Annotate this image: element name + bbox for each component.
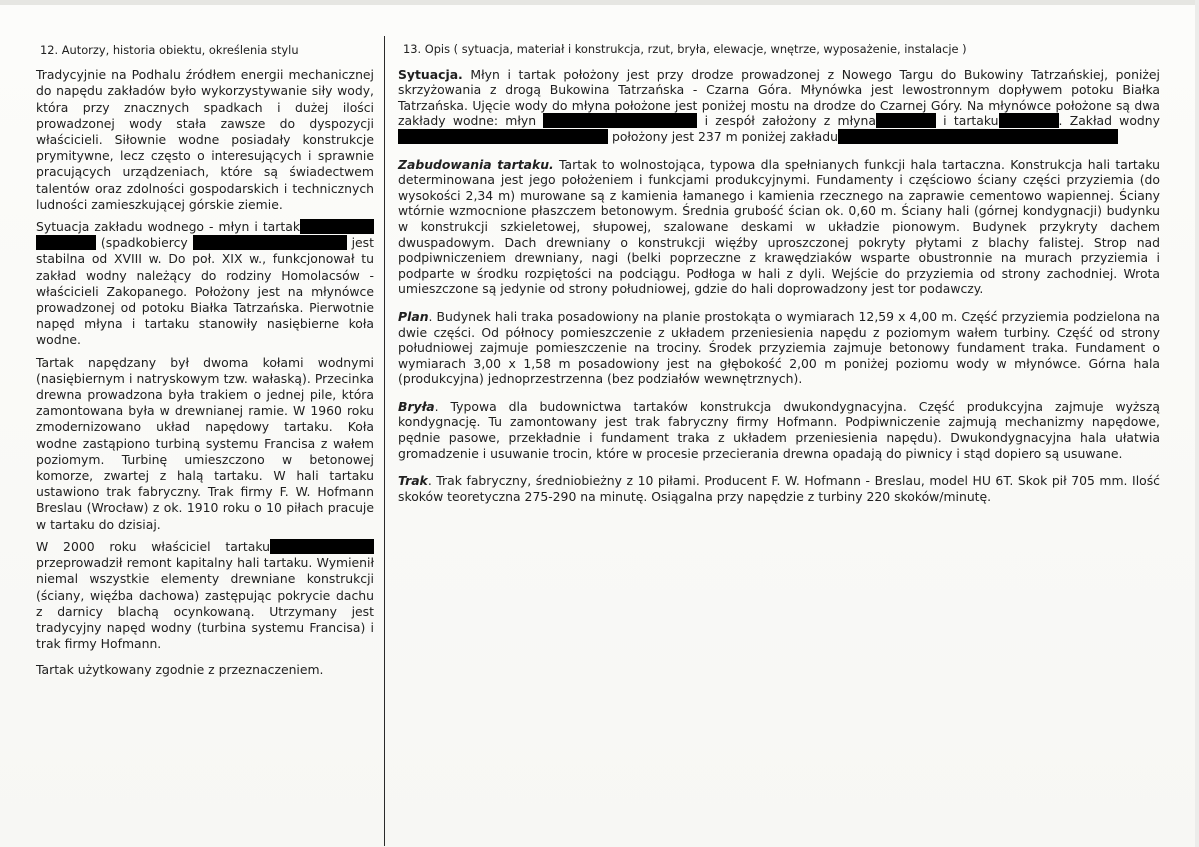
history-paragraph-5: Tartak użytkowany zgodnie z przeznaczeniem.	[36, 662, 324, 678]
history-p4-text-a: W 2000 roku właściciel tartaku	[36, 538, 270, 554]
history-p4-text-b: przeprowadził remont kapitalny hali tartaku. Wymienił niemal wszystkie elementy drewniane konstrukcji (ściany, więźba dachowa) zastępując pokrycie dachu z darnicy blachą ocynkowaną. Utrzymany jest tradycyjny napęd wodny (turbina systemu Francisa) i trak firmy Hofmann.	[36, 555, 374, 652]
redaction-block	[543, 113, 697, 128]
sytuacja-text-c: i tartaku	[943, 113, 999, 129]
column-divider	[384, 36, 385, 846]
sytuacja-lead: Sytuacja.	[398, 66, 463, 82]
redaction-block	[193, 235, 347, 250]
sytuacja-text-e: położony jest 237 m poniżej zakładu	[611, 128, 838, 144]
section-12-history	[36, 42, 374, 685]
sytuacja-text-b: i zespół założony z młyna	[704, 113, 876, 129]
history-p2-text-a: Sytuacja zakładu wodnego - młyn i tartak	[36, 219, 300, 235]
plan-paragraph	[398, 309, 1160, 387]
history-p2-text-b: (spadkobiercy	[100, 235, 188, 251]
zabudowania-lead: Zabudowania tartaku.	[398, 156, 554, 172]
redaction-block	[300, 219, 374, 234]
section-12-heading: 12. Autorzy, historia obiektu, określenia stylu	[40, 43, 299, 57]
history-paragraph-2	[36, 219, 374, 349]
bryla-lead: Bryła	[398, 398, 435, 414]
history-paragraph-4	[36, 539, 374, 652]
trak-paragraph	[398, 473, 1160, 504]
redaction-block	[838, 129, 1118, 144]
sytuacja-text-a: Młyn i tartak położony jest przy drodze prowadzonej z Nowego Targu do Bukowiny Tatrzańskiej, poniżej skrzyżowania z drogą Bukowina Tatrzańska - Czarna Góra. Młynówka jest lewostronnym dopływem potoku Białka Tatrzańska. Ujęcie wody do młyna położone jest poniżej mostu na drodze do Czarnej Góry. Na młynówce położone są dwa zakłady wodne: młyn	[398, 66, 1160, 129]
zabudowania-text: Tartak to wolnostojąca, typowa dla spełnianych funkcji hala tartaczna. Konstrukcja hali tartaku determinowana jest jego położeniem i funkcjami produkcyjnymi. Fundamenty i częściowo ściany części przyziemia (do wysokości 2,34 m) murowane są z kamienia łamanego i kamienia rzecznego na zaprawie cementowo wapiennej. Ściany wtórnie wzmocnione płaszczem betonowym. Średnia grubość ścian ok. 0,60 m. Ściany hali (górnej kondygnacji) budynku w konstrukcji szkieletowej, słupowej, szalowane deskami w układzie pionowym. Budynek przykryty dachem dwuspadowym. Dach drewniany o konstrukcji więźby uproszczonej pokryty płytami z blachy falistej. Strop nad podpiwniczeniem drewniany, nagi (belki poprzeczne z krawędziaków wsparte obustronnie na murach przyziemia i podparte w środku rozpiętości na podciągu. Podłoga w hali z dyli. Wejście do przyziemia od strony zachodniej. Wrota umieszczone są jedynie od strony południowej, gdzie do hali doprowadzony jest tor podawczy.	[398, 156, 1161, 297]
sytuacja-paragraph	[398, 67, 1160, 145]
plan-text: . Budynek hali traka posadowiony na planie prostokąta o wymiarach 12,59 x 4,00 m. Część przyziemia podzielona na dwie części. Od północy pomieszczenie z układem przeniesienia napędu z poziomym wałem turbiny. Część od strony południowej zajmuje pomieszczenie na trociny. Środek przyziemia zajmuje betonowy fundament traka. Fundament o wymiarach 3,00 x 1,58 m posadowiony jest na głębokość 2,00 m poniżej poziomu wody w młynówce. Górna hala (produkcyjna) jednoprzestrzenna (bez podziałów wewnętrznych).	[398, 308, 1160, 387]
trak-text: . Trak fabryczny, średniobieżny z 10 piłami. Producent F. W. Hofmann - Breslau, model HU 6T. Skok pił 705 mm. Ilość skoków teoretyczna 275-290 na minutę. Osiągalna przy napędzie z turbiny 220 skoków/minutę.	[398, 473, 1160, 504]
redaction-block	[999, 113, 1059, 128]
plan-lead: Plan	[398, 308, 429, 324]
history-paragraph-3: Tartak napędzany był dwoma kołami wodnymi (nasiębiernym i natryskowym tzw. wałaską). Przecinka drewna prowadzona była trakiem o jednej pile, która zamontowana była w drewnianej ramie. W 1960 roku zmodernizowano układ napędowy tartaku. Koła wodne zastąpiono turbiną systemu Francisa z wałem poziomym. Turbinę umieszczono w betonowej komorze, zwartej z halą tartaku. W hali tartaku ustawiono trak fabryczny. Trak firmy F. W. Hofmann Breslau (Wrocław) z ok. 1910 roku o 10 piłach pracuje w tartaku do dzisiaj.	[36, 354, 374, 532]
history-paragraph-1: Tradycyjnie na Podhalu źródłem energii mechanicznej do napędu zakładów było wykorzystywanie siły wody, która przy znacznych spadkach i dużej ilości prowadzonej wody stała zawsze do dyspozycji właścicieli. Siłownie wodne posiadały konstrukcje prymitywne, lecz często o interesujących i sprawnie pracujących urządzeniach, które są świadectwem talentów oraz zdolności gospodarskich i technicznych ludności zamieszkującej górskie ziemie.	[36, 67, 374, 212]
scan-edge-right	[1195, 0, 1199, 847]
bryla-paragraph	[398, 399, 1160, 461]
redaction-block	[270, 539, 374, 554]
redaction-block	[398, 129, 608, 144]
bryla-text: . Typowa dla budownictwa tartaków konstrukcja dwukondygnacyjna. Część produkcyjna zajmuje wyższą kondygnację. Tu zamontowany jest trak fabryczny firmy Hofmann. Podpiwniczenie zajmują mechanizmy napędowe, pędnie pasowe, przekładnie i fundament traka z układem przeniesienia napędu). Dwukondygnacyjna hala ułatwia gromadzenie i usuwanie trocin, które w procesie przecierania drewna opadają do piwnicy i stąd dopiero są usuwane.	[398, 398, 1160, 461]
section-13-description	[398, 42, 1160, 516]
redaction-block	[36, 235, 96, 250]
history-p2-text-c: jest stabilna od XVIII w. Do poł. XIX w., funkcjonował tu zakład wodny należący do rodziny Homolacsów - właścicieli Zakopanego. Położony jest na młynówce prowadzonej od potoku Białka Tatrzańska. Pierwotnie napęd młyna i tartaku stanowiły nasiębierne koła wodne.	[36, 235, 374, 348]
scan-edge-top	[0, 0, 1199, 5]
sytuacja-text-d: . Zakład wodny	[1058, 113, 1160, 129]
zabudowania-paragraph	[398, 157, 1160, 297]
section-13-heading: 13. Opis ( sytuacja, materiał i konstrukcja, rzut, bryła, elewacje, wnętrze, wyposażenie, instalacje )	[403, 42, 967, 56]
trak-lead: Trak	[398, 473, 428, 489]
redaction-block	[876, 113, 936, 128]
